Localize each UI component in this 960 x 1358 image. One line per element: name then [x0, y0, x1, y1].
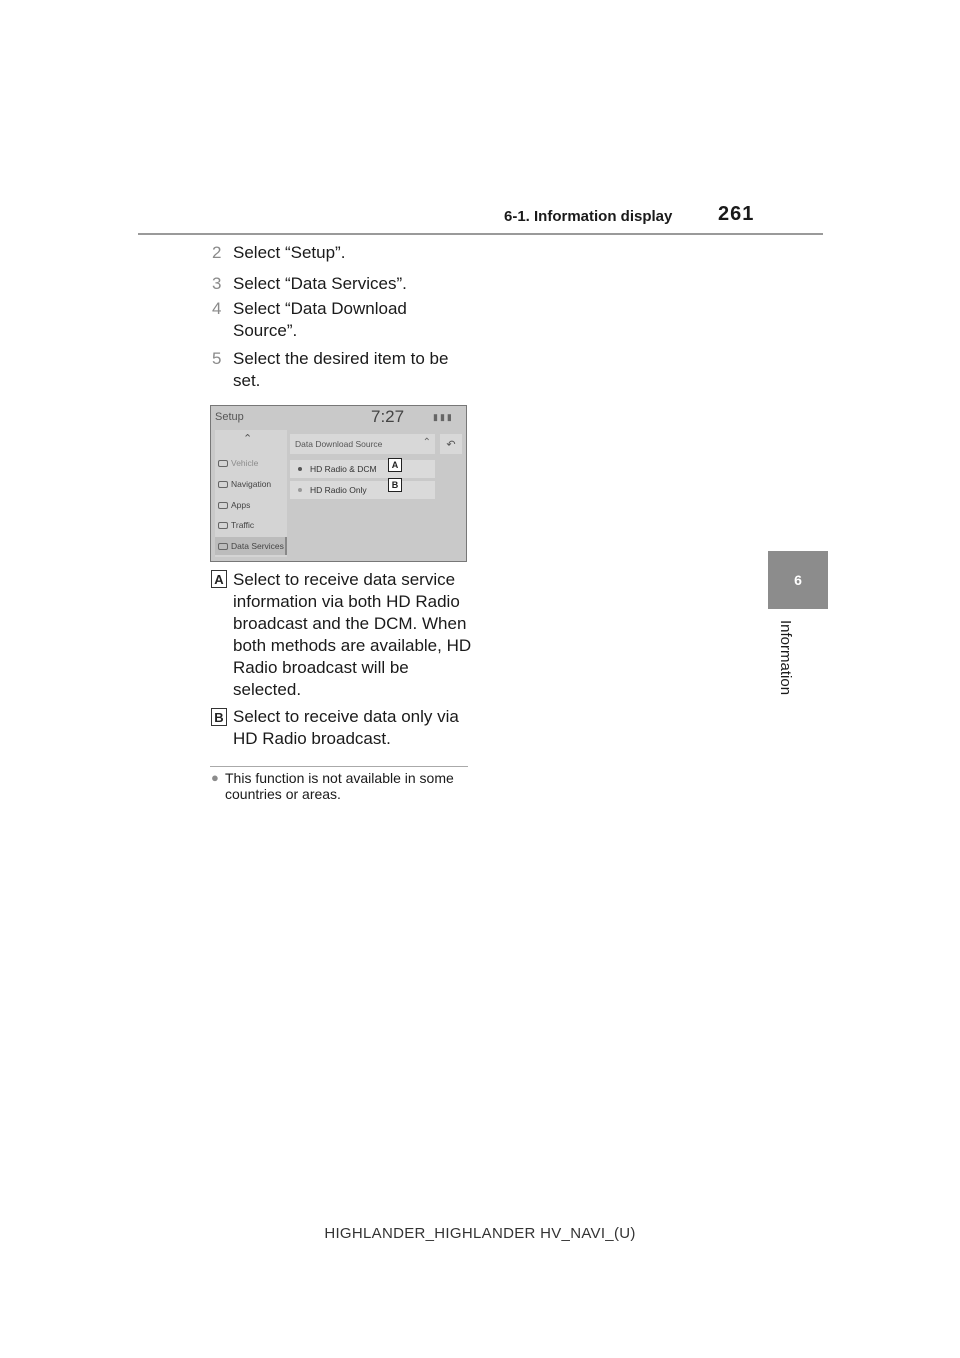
screen-nav-item: Vehicle	[215, 454, 287, 472]
step-item	[212, 242, 477, 264]
marker-b: B	[211, 708, 227, 726]
bullet-icon: ●	[211, 770, 219, 785]
screen-nav-item: Traffic	[215, 516, 287, 534]
status-icons: ▮▮▮	[433, 412, 454, 422]
footer-text: HIGHLANDER_HIGHLANDER HV_NAVI_(U)	[324, 1225, 636, 1242]
section-title: 6-1. Information display	[504, 208, 673, 225]
data-services-icon	[218, 543, 228, 550]
step-text: Select the desired item to be set.	[233, 349, 449, 390]
step-text: Select “Data Services”.	[233, 274, 407, 293]
screen-option: HD Radio Only	[290, 481, 435, 499]
back-arrow-icon: ↶	[440, 434, 462, 454]
note	[211, 770, 469, 802]
note-divider	[210, 766, 468, 767]
screen-nav-panel	[215, 430, 287, 557]
apps-icon	[218, 502, 228, 509]
screen-nav-item: Apps	[215, 496, 287, 514]
description-b: Select to receive data only via HD Radio broadcast.	[233, 707, 459, 748]
chapter-tab: 6	[768, 551, 828, 609]
unselected-dot-icon	[298, 488, 302, 492]
step-text: Select “Setup”.	[233, 243, 346, 262]
screen-clock: 7:27	[371, 407, 405, 426]
screen-nav-item: Navigation	[215, 475, 287, 493]
navigation-icon	[218, 481, 228, 488]
note-text: This function is not available in some countries or areas.	[225, 770, 454, 802]
car-icon	[218, 460, 228, 467]
step-item	[212, 298, 477, 342]
callout-a: A	[388, 458, 402, 472]
step-number: 5	[212, 349, 222, 368]
callout-b: B	[388, 478, 402, 492]
selected-dot-icon	[298, 467, 302, 471]
screen-nav-item: Data Services	[215, 537, 287, 555]
step-number: 4	[212, 299, 222, 318]
screen-content-panel	[290, 430, 435, 557]
screen-illustration	[210, 405, 467, 562]
step-text: Select “Data Download Source”.	[233, 299, 407, 340]
screen-option: HD Radio & DCM	[290, 460, 435, 478]
chevron-up-icon: ⌃	[422, 437, 431, 448]
header-divider	[138, 233, 823, 235]
traffic-icon	[218, 522, 228, 529]
step-item	[212, 348, 477, 392]
marker-a: A	[211, 570, 227, 588]
chevron-up-icon: ⌃	[243, 433, 253, 445]
chapter-label: Information	[777, 620, 794, 696]
screen-list-header: Data Download Source ⌃	[290, 434, 435, 454]
page-number: 261	[718, 203, 755, 225]
step-number: 2	[212, 243, 222, 262]
screen-title: Setup	[215, 411, 244, 423]
step-number: 3	[212, 274, 222, 293]
description-a: Select to receive data service information via both HD Radio broadcast and the DCM. When both methods are available, HD Radio broadcast will be selected.	[233, 570, 472, 699]
step-item	[212, 273, 477, 295]
